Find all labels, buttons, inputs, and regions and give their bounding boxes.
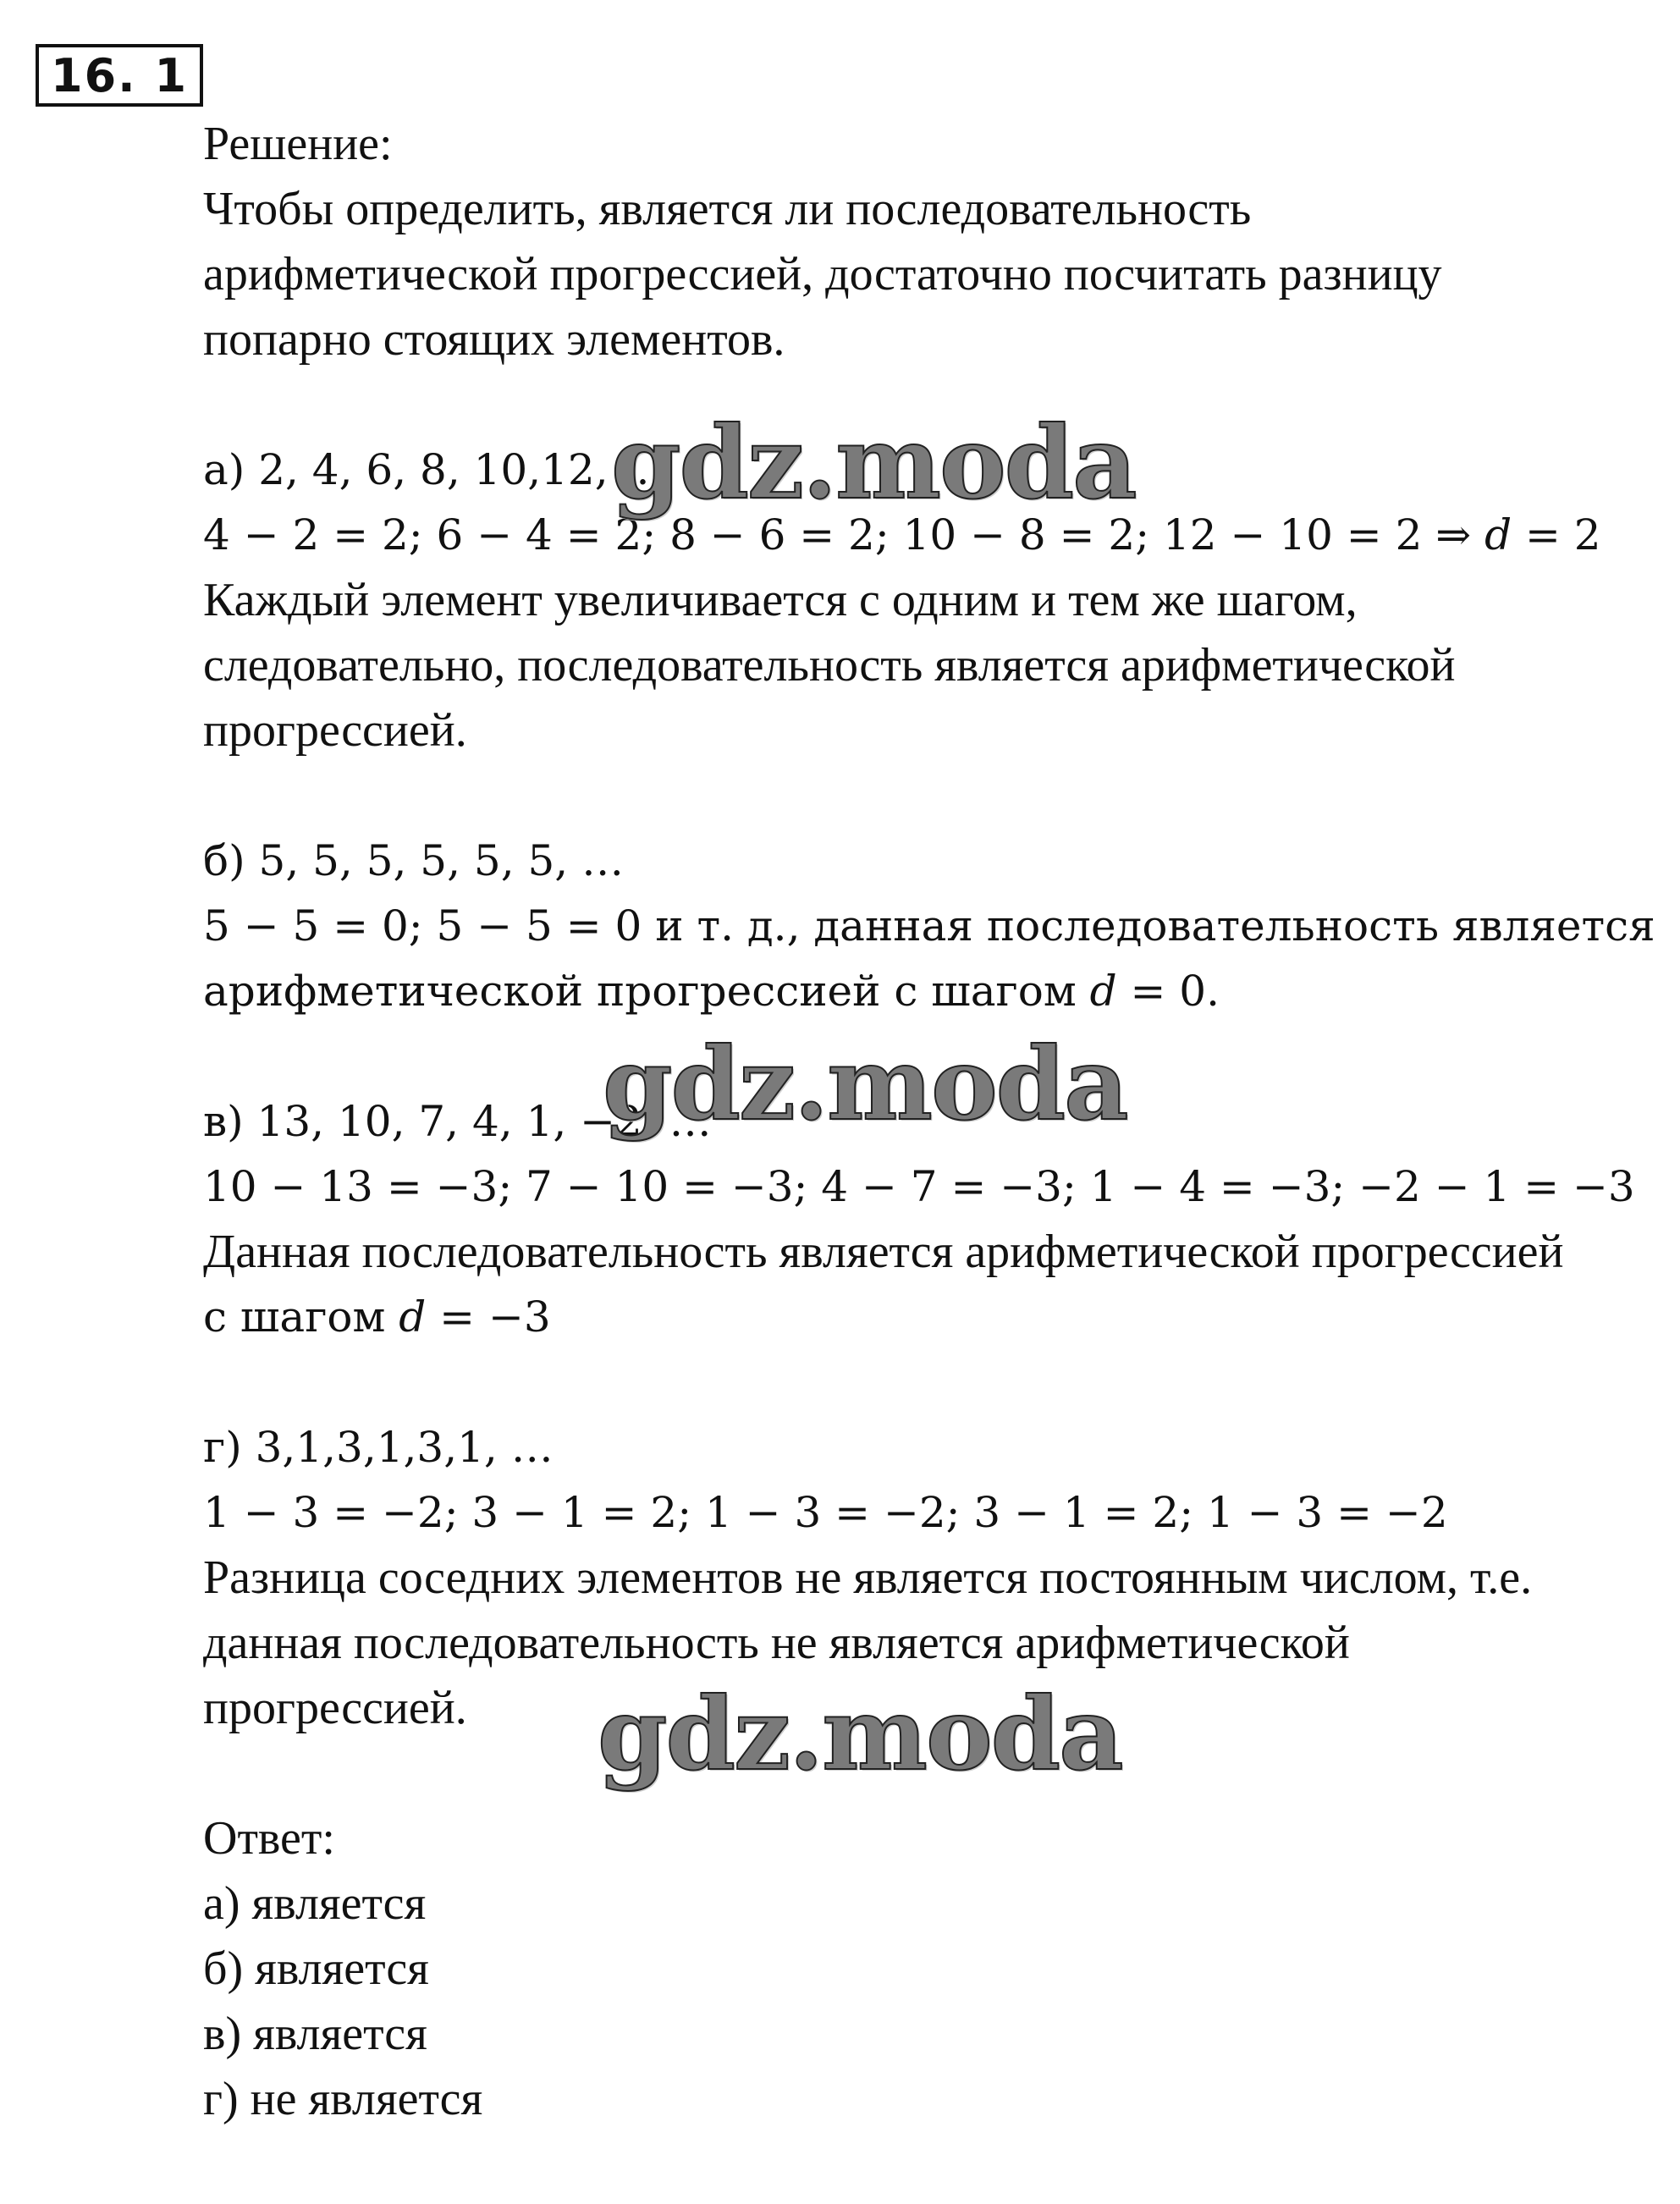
part-b-text: арифметической прогрессией с шагом 𝑑 = 0. <box>203 967 1220 1016</box>
part-a-text: Каждый элемент увеличивается с одним и тем же шагом, <box>203 574 1358 626</box>
part-b-calc: 5 − 5 = 0; 5 − 5 = 0 и т. д., данная последовательность является <box>203 901 1655 950</box>
part-g-calc: 1 − 3 = −2; 3 − 1 = 2; 1 − 3 = −2; 3 − 1 = 2; 1 − 3 = −2 <box>203 1488 1448 1537</box>
intro-line: Чтобы определить, является ли последовательность <box>203 183 1252 235</box>
part-a-sequence: а) 2, 4, 6, 8, 10,12, … <box>203 445 664 494</box>
part-v-text: Данная последовательность является арифметической прогрессией <box>203 1226 1564 1278</box>
watermark: gdz.moda <box>598 1675 1122 1793</box>
part-a-calc: 4 − 2 = 2; 6 − 4 = 2; 8 − 6 = 2; 10 − 8 = 2; 12 − 10 = 2 ⇒ 𝑑 = 2 <box>203 510 1601 559</box>
part-g-text: Разница соседних элементов не является постоянным числом, т.е. <box>203 1551 1533 1604</box>
part-b-sequence: б) 5, 5, 5, 5, 5, 5, … <box>203 836 625 885</box>
part-v-sequence: в) 13, 10, 7, 4, 1, −2, … <box>203 1097 712 1146</box>
task-number-badge: 16. 1 <box>36 44 203 107</box>
solution-heading: Решение: <box>203 118 393 170</box>
answer-heading: Ответ: <box>203 1812 335 1865</box>
part-a-text: следовательно, последовательность является арифметической <box>203 639 1456 692</box>
part-g-text: данная последовательность не является арифметической <box>203 1617 1350 1669</box>
watermark: gdz.moda <box>603 1025 1127 1143</box>
answer-item: а) является <box>203 1877 427 1930</box>
answer-item: б) является <box>203 1942 429 1995</box>
part-v-text: с шагом 𝑑 = −3 <box>203 1292 551 1342</box>
part-a-text: прогрессией. <box>203 704 467 757</box>
answer-item: в) является <box>203 2008 427 2060</box>
watermark: gdz.moda <box>611 404 1136 521</box>
answer-item: г) не является <box>203 2073 483 2125</box>
intro-line: арифметической прогрессией, достаточно посчитать разницу <box>203 248 1442 300</box>
intro-line: попарно стоящих элементов. <box>203 313 785 366</box>
part-g-sequence: г) 3,1,3,1,3,1, … <box>203 1423 554 1472</box>
part-v-calc: 10 − 13 = −3; 7 − 10 = −3; 4 − 7 = −3; 1 − 4 = −3; −2 − 1 = −3 <box>203 1162 1635 1211</box>
part-g-text: прогрессией. <box>203 1682 467 1734</box>
